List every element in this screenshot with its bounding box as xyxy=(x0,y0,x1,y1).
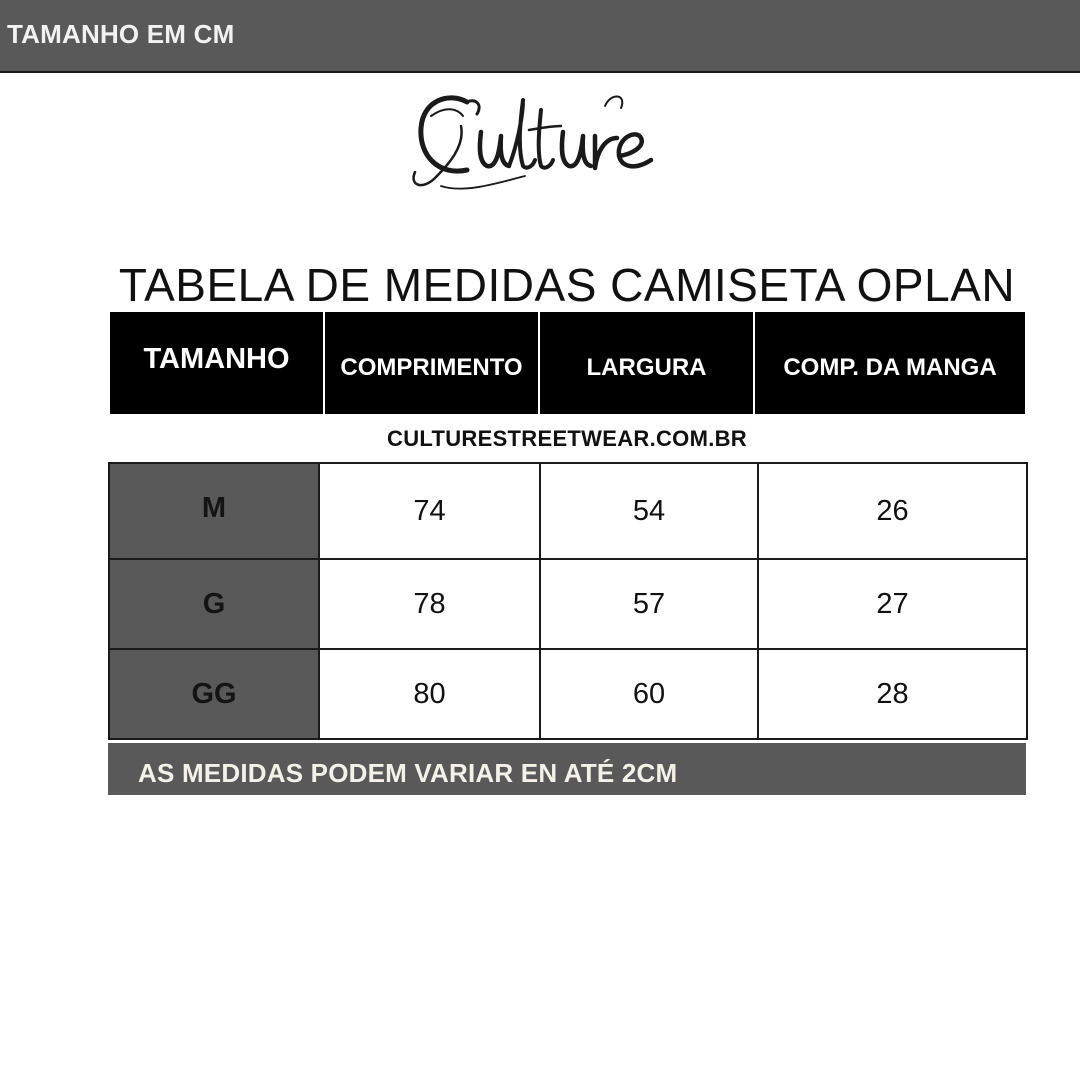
size-label: M xyxy=(109,463,319,559)
note-text: AS MEDIDAS PODEM VARIAR EN ATÉ 2CM xyxy=(138,758,678,788)
largura-value: 57 xyxy=(540,559,758,649)
comprimento-value: 74 xyxy=(319,463,540,559)
website-url: CULTURESTREETWEAR.COM.BR xyxy=(387,426,747,451)
table-row xyxy=(109,559,1027,649)
largura-value: 54 xyxy=(540,463,758,559)
header-tamanho: TAMANHO xyxy=(110,312,323,414)
comprimento-value: 80 xyxy=(319,649,540,739)
table-row xyxy=(109,649,1027,739)
table-header-row xyxy=(110,312,1025,414)
page-title: TABELA DE MEDIDAS CAMISETA OPLAN xyxy=(118,259,1016,311)
header-comprimento: COMPRIMENTO xyxy=(325,312,538,414)
top-bar-title: TAMANHO EM CM xyxy=(7,19,235,49)
manga-value: 28 xyxy=(758,649,1027,739)
table-row xyxy=(109,463,1027,559)
size-label: G xyxy=(109,559,319,649)
manga-value: 27 xyxy=(758,559,1027,649)
brand-logo xyxy=(405,86,685,198)
header-comp-manga: COMP. DA MANGA xyxy=(755,312,1025,414)
top-bar xyxy=(0,0,1080,73)
size-label: GG xyxy=(109,649,319,739)
note-bar xyxy=(108,743,1026,795)
comprimento-value: 78 xyxy=(319,559,540,649)
manga-value: 26 xyxy=(758,463,1027,559)
size-table xyxy=(108,462,1028,740)
header-largura: LARGURA xyxy=(540,312,753,414)
largura-value: 60 xyxy=(540,649,758,739)
